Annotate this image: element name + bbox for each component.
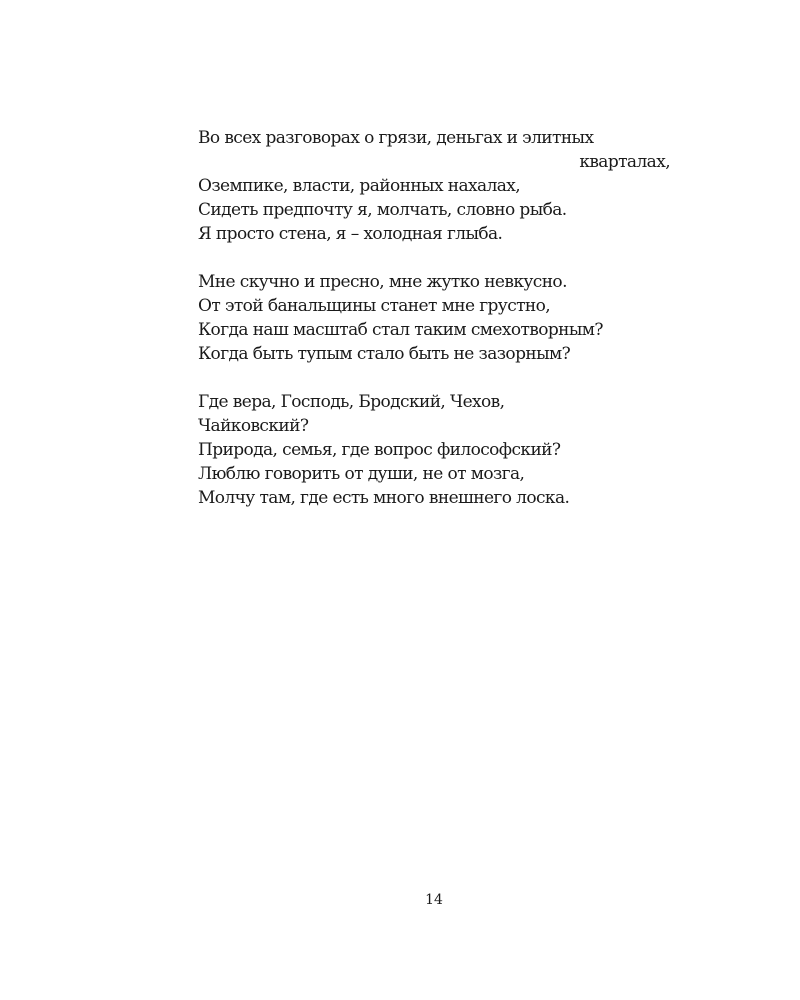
poem-line: Когда наш масштаб стал таким смехотворным? [198,320,603,340]
poem-line: Молчу там, где есть много внешнего лоска. [198,488,570,508]
poem-line-continuation: кварталах, [579,152,670,172]
stanza-3 [198,390,678,510]
poem-line: Чайковский? [198,416,309,436]
poem-line: Я просто стена, я – холодная глыба. [198,224,503,244]
poem-line: Во всех разговорах о грязи, деньгах и элитных [198,128,594,148]
poem-line: От этой банальщины станет мне грустно, [198,296,551,316]
poem [198,126,678,534]
poem-line: Когда быть тупым стало быть не зазорным? [198,344,571,364]
poem-line: Где вера, Господь, Бродский, Чехов, [198,392,505,412]
poem-line: Природа, семья, где вопрос философский? [198,440,561,460]
stanza-1 [198,126,678,246]
poem-line: Люблю говорить от души, не от мозга, [198,464,525,484]
poem-line: Мне скучно и пресно, мне жутко невкусно. [198,272,567,292]
page-number: 14 [425,892,443,908]
poem-line: Оземпике, власти, районных нахалах, [198,176,521,196]
stanza-2 [198,270,678,366]
poem-line: Сидеть предпочту я, молчать, словно рыба. [198,200,567,220]
